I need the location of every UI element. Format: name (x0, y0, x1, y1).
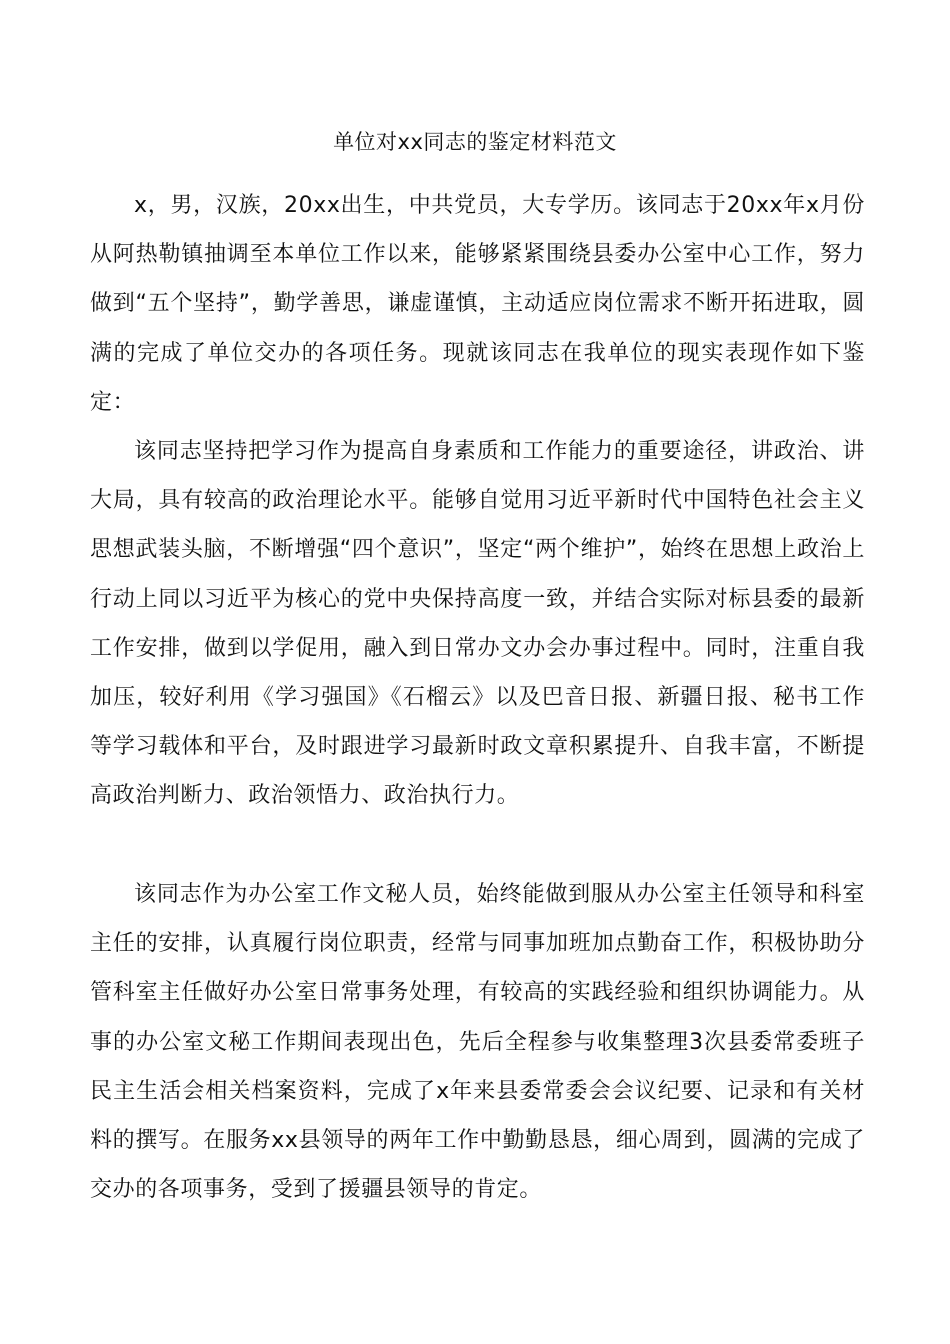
paragraph-study: 该同志坚持把学习作为提高自身素质和工作能力的重要途径，讲政治、讲大局，具有较高的政治理论水平。能够自觉用习近平新时代中国特色社会主义思想武装头脑，不断增强“四个意识”，坚定“两个维护”，始终在思想上政治上行动上同以习近平为核心的党中央保持高度一致，并结合实际对标县委的最新工作安排，做到以学促用，融入到日常办文办会办事过程中。同时，注重自我加压，较好利用《学习强国》《石榴云》以及巴音日报、新疆日报、秘书工作等学习载体和平台，及时跟进学习最新时政文章积累提升、自我丰富，不断提高政治判断力、政治领悟力、政治执行力。 (90, 439, 865, 809)
paragraph-work: 该同志作为办公室工作文秘人员，始终能做到服从办公室主任领导和科室主任的安排，认真履行岗位职责，经常与同事加班加点勤奋工作，积极协助分管科室主任做好办公室日常事务处理，有较高的实践经验和组织协调能力。从事的办公室文秘工作期间表现出色，先后全程参与收集整理3次县委常委班子民主生活会相关档案资料，完成了x年来县委常委会会议纪要、记录和有关材料的撰写。在服务xx县领导的两年工作中勤勤恳恳，细心周到，圆满的完成了交办的各项事务，受到了援疆县领导的肯定。 (90, 882, 865, 1203)
document-title: 单位对xx同志的鉴定材料范文 (333, 130, 617, 154)
paragraph-intro: x，男，汉族，20xx出生，中共党员，大专学历。该同志于20xx年x月份从阿热勒镇抽调至本单位工作以来，能够紧紧围绕县委办公室中心工作，努力做到“五个坚持”，勤学善思，谦虚谨慎，主动适应岗位需求不断开拓进取，圆满的完成了单位交办的各项任务。现就该同志在我单位的现实表现作如下鉴定： (90, 193, 865, 415)
